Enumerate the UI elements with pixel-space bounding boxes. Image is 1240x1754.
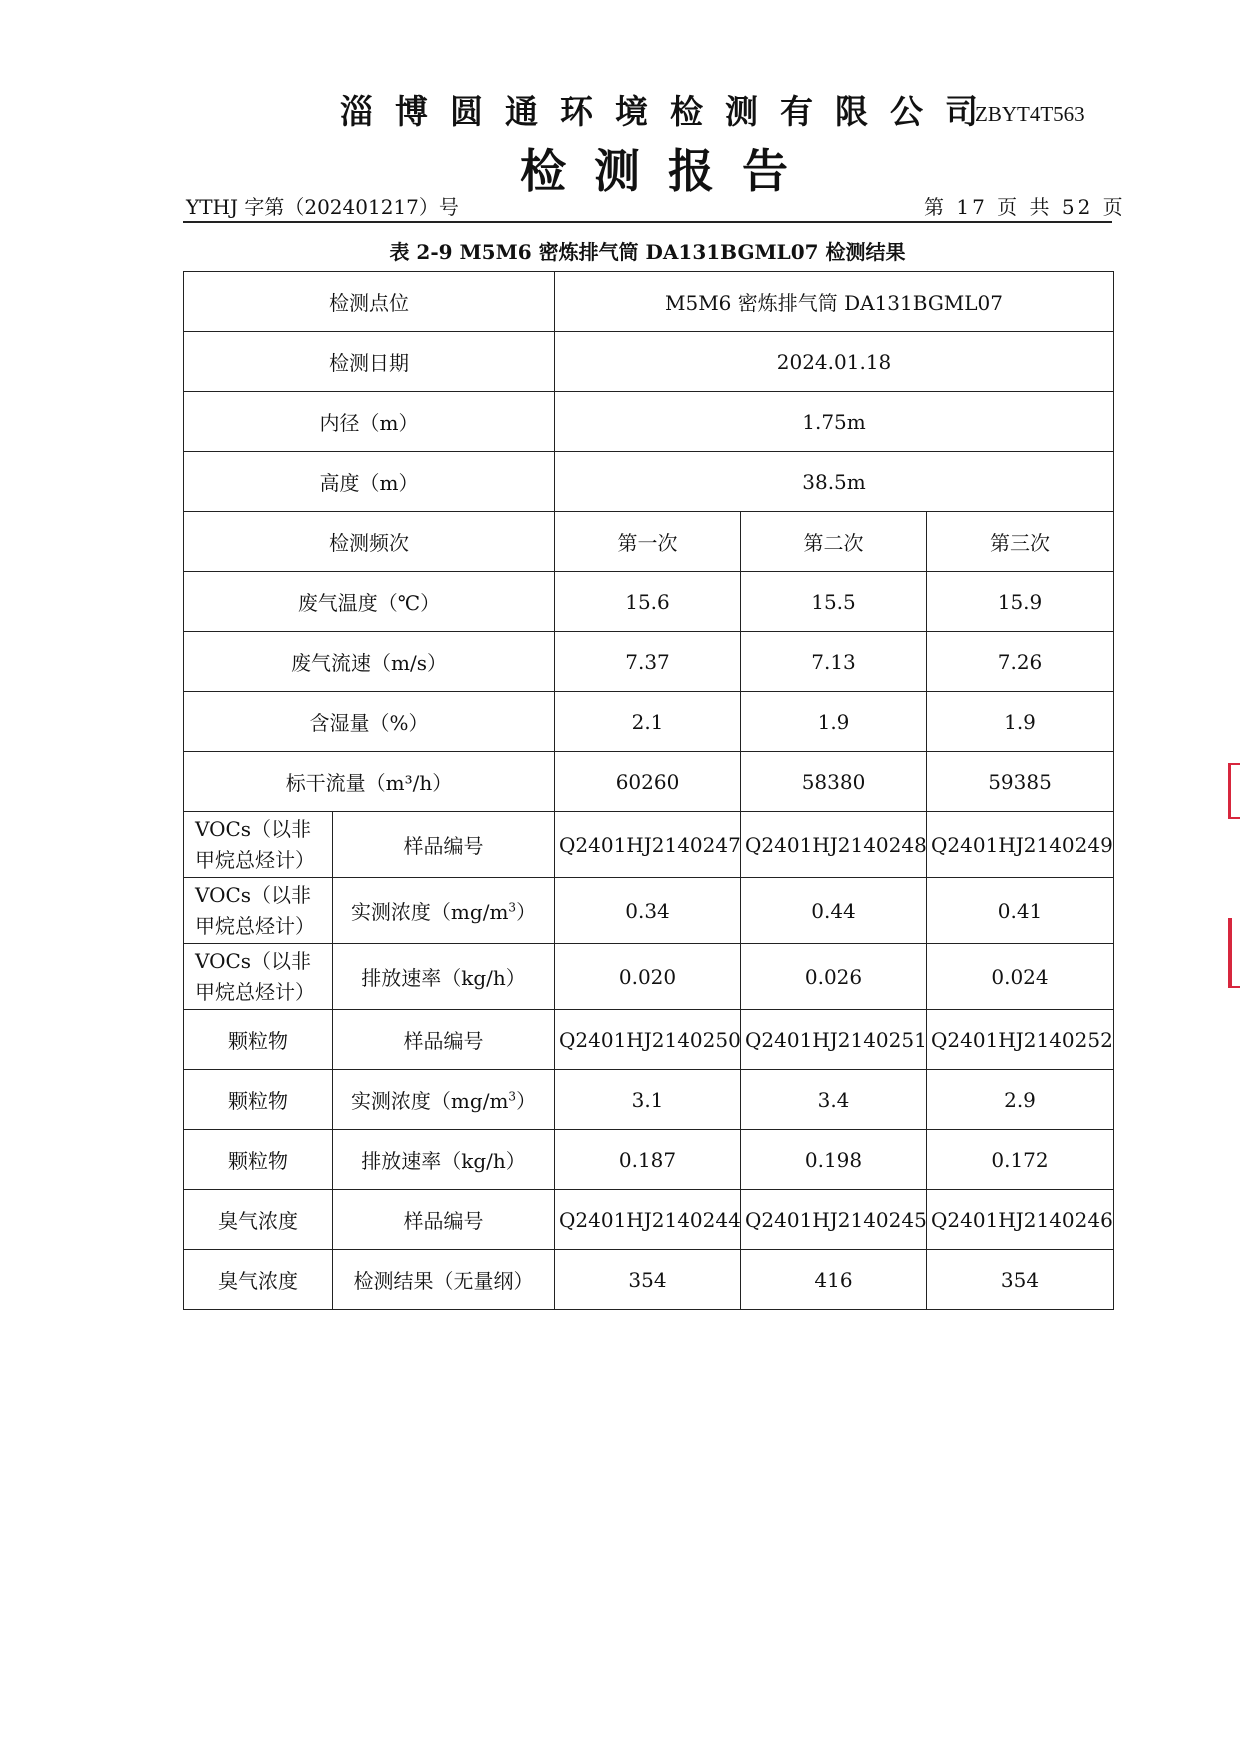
value-cell: 416 [741, 1250, 927, 1310]
value-cell: Q2401HJ2140251 [741, 1010, 927, 1070]
value-cell: 0.020 [555, 944, 741, 1010]
table-title: 表 2-9 M5M6 密炼排气筒 DA131BGML07 检测结果 [389, 240, 906, 264]
item-cell: 颗粒物 [184, 1010, 333, 1070]
item-cell: 臭气浓度 [184, 1250, 333, 1310]
value-cell: 2.9 [927, 1070, 1114, 1130]
value-cell: 15.6 [555, 572, 741, 632]
value-cell: Q2401HJ2140252 [927, 1010, 1114, 1070]
superscript: 3 [508, 900, 517, 915]
table-row [184, 332, 1114, 392]
metric-cell: 样品编号 [333, 812, 555, 878]
label-cell: 高度（m） [184, 452, 555, 512]
value-cell: 1.9 [927, 692, 1114, 752]
value-cell: 1.9 [741, 692, 927, 752]
document-number: YTHJ 字第（202401217）号 [186, 195, 459, 219]
value-cell: 0.187 [555, 1130, 741, 1190]
table-row [184, 752, 1114, 812]
table-row [184, 1130, 1114, 1190]
table-row [184, 572, 1114, 632]
metric-cell: 样品编号 [333, 1190, 555, 1250]
seal-stamp-fragment [1228, 763, 1240, 819]
value-cell: 0.41 [927, 878, 1114, 944]
value-cell: 354 [555, 1250, 741, 1310]
item-cell: 臭气浓度 [184, 1190, 333, 1250]
value-cell: Q2401HJ2140248 [741, 812, 927, 878]
metric-cell: 排放速率（kg/h） [333, 1130, 555, 1190]
label-cell: 检测点位 [184, 272, 555, 332]
value-cell: Q2401HJ2140249 [927, 812, 1114, 878]
value-cell: M5M6 密炼排气筒 DA131BGML07 [555, 272, 1114, 332]
metric-text: 实测浓度（mg/m [350, 900, 509, 924]
table-row [184, 272, 1114, 332]
table-row [184, 812, 1114, 878]
value-cell: 1.75m [555, 392, 1114, 452]
table-row [184, 1190, 1114, 1250]
value-cell: Q2401HJ2140244 [555, 1190, 741, 1250]
company-name: 淄博圆通环境检测有限公司 [340, 92, 1000, 131]
value-cell: 354 [927, 1250, 1114, 1310]
value-cell: 3.1 [555, 1070, 741, 1130]
value-cell: 0.026 [741, 944, 927, 1010]
table-row [184, 878, 1114, 944]
item-cell: 颗粒物 [184, 1130, 333, 1190]
value-cell: 第二次 [741, 512, 927, 572]
table-row [184, 1070, 1114, 1130]
label-cell: 含湿量（%） [184, 692, 555, 752]
metric-cell: 样品编号 [333, 1010, 555, 1070]
value-cell: 7.13 [741, 632, 927, 692]
report-title: 检测报告 [520, 144, 816, 198]
table-row [184, 1250, 1114, 1310]
label-cell: 标干流量（m³/h） [184, 752, 555, 812]
value-cell: 第三次 [927, 512, 1114, 572]
value-cell: 7.37 [555, 632, 741, 692]
metric-cell: 检测结果（无量纲） [333, 1250, 555, 1310]
value-cell: 0.198 [741, 1130, 927, 1190]
page-number: 第 17 页 共 52 页 [924, 195, 1126, 219]
metric-end: ） [516, 900, 537, 924]
value-cell: 第一次 [555, 512, 741, 572]
value-cell: 0.172 [927, 1130, 1114, 1190]
item-cell: VOCs（以非甲烷总烃计） [184, 878, 333, 944]
table-row [184, 452, 1114, 512]
value-cell: 15.9 [927, 572, 1114, 632]
metric-end: ） [516, 1089, 537, 1113]
item-cell: VOCs（以非甲烷总烃计） [184, 944, 333, 1010]
value-cell: Q2401HJ2140246 [927, 1190, 1114, 1250]
value-cell: Q2401HJ2140245 [741, 1190, 927, 1250]
table-row [184, 692, 1114, 752]
label-cell: 废气温度（℃） [184, 572, 555, 632]
value-cell: 59385 [927, 752, 1114, 812]
report-code: ZBYT4T563 [975, 102, 1085, 126]
value-cell: 0.44 [741, 878, 927, 944]
table-row [184, 944, 1114, 1010]
seal-stamp-fragment [1228, 918, 1240, 988]
value-cell: 38.5m [555, 452, 1114, 512]
table-row [184, 632, 1114, 692]
metric-text: 实测浓度（mg/m [350, 1089, 509, 1113]
value-cell: 7.26 [927, 632, 1114, 692]
value-cell: 0.34 [555, 878, 741, 944]
value-cell: 60260 [555, 752, 741, 812]
label-cell: 检测频次 [184, 512, 555, 572]
value-cell: 2024.01.18 [555, 332, 1114, 392]
item-cell: VOCs（以非甲烷总烃计） [184, 812, 333, 878]
header-rule [183, 221, 1112, 223]
value-cell: 2.1 [555, 692, 741, 752]
metric-cell [333, 878, 555, 944]
value-cell: Q2401HJ2140247 [555, 812, 741, 878]
results-table [183, 271, 1114, 1310]
table-row [184, 1010, 1114, 1070]
value-cell: Q2401HJ2140250 [555, 1010, 741, 1070]
value-cell: 0.024 [927, 944, 1114, 1010]
value-cell: 15.5 [741, 572, 927, 632]
label-cell: 内径（m） [184, 392, 555, 452]
label-cell: 检测日期 [184, 332, 555, 392]
item-cell: 颗粒物 [184, 1070, 333, 1130]
metric-cell: 排放速率（kg/h） [333, 944, 555, 1010]
value-cell: 58380 [741, 752, 927, 812]
metric-cell [333, 1070, 555, 1130]
label-cell: 废气流速（m/s） [184, 632, 555, 692]
value-cell: 3.4 [741, 1070, 927, 1130]
superscript: 3 [508, 1089, 517, 1104]
table-row [184, 512, 1114, 572]
table-row [184, 392, 1114, 452]
